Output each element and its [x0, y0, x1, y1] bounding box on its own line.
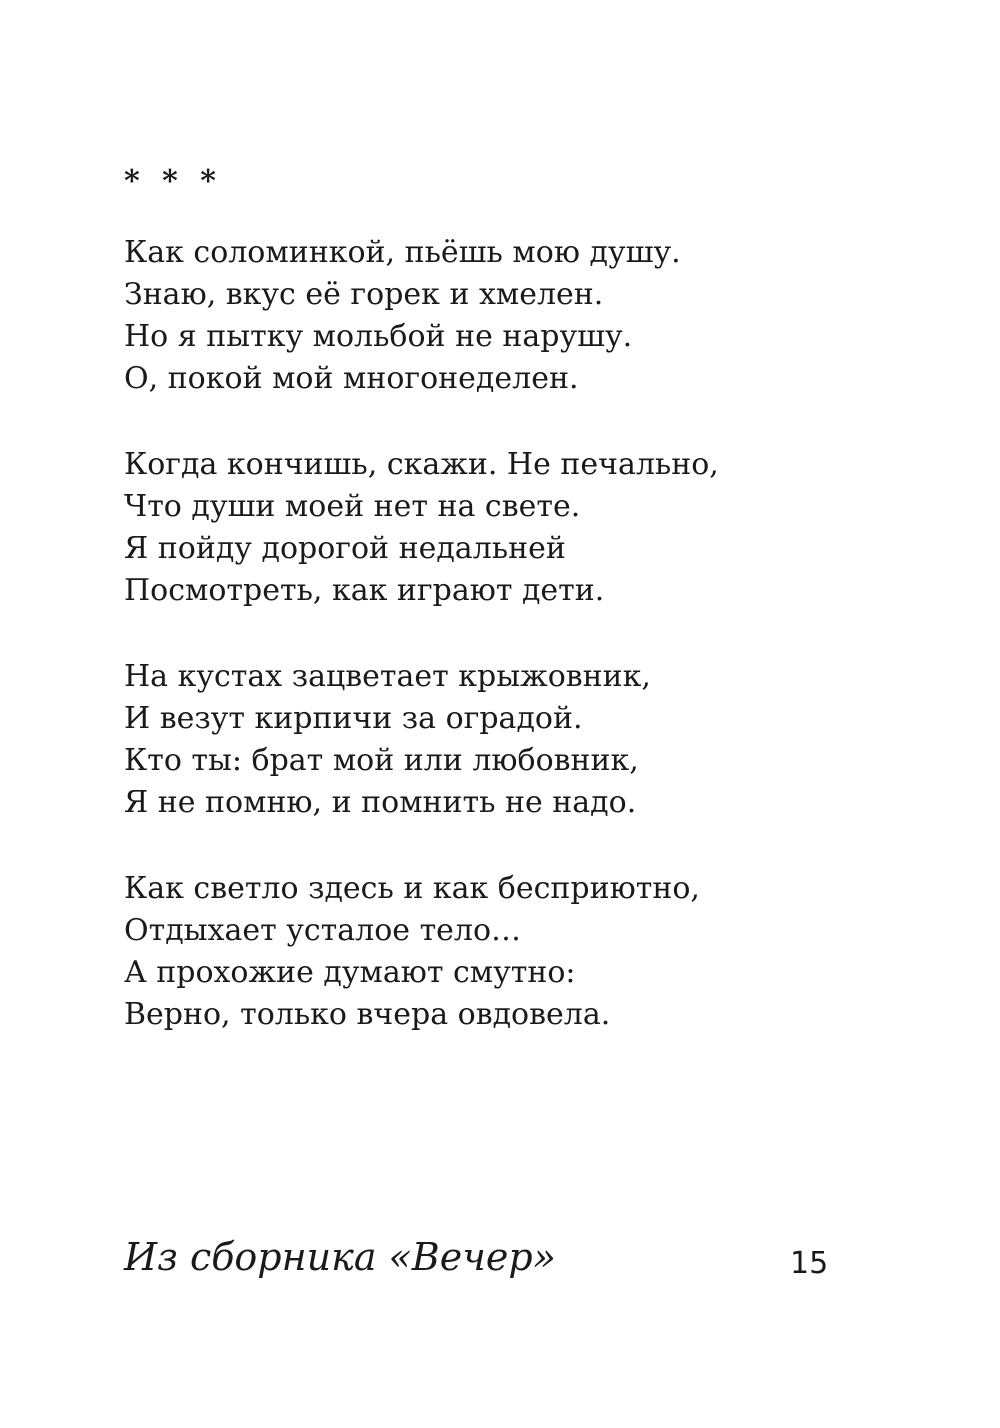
poem-line: А прохожие думают смутно: [124, 955, 576, 990]
poem-line: Как светло здесь и как бесприютно, [124, 871, 700, 906]
poem-line: Кто ты: брат мой или любовник, [124, 743, 639, 778]
collection-title: Из сборника «Вечер» [124, 1235, 556, 1279]
poem-heading: * * * [124, 164, 222, 199]
poem-line: Верно, только вчера овдовела. [124, 997, 611, 1032]
poem-line: Я пойду дорогой недальней [124, 531, 566, 566]
page-number: 15 [790, 1246, 829, 1281]
poem-line: И везут кирпичи за оградой. [124, 701, 583, 736]
poem-line: Как соломинкой, пьёшь мою душу. [124, 235, 681, 270]
stanza-4 [124, 868, 884, 1036]
poem-line: Когда кончишь, скажи. Не печально, [124, 447, 719, 482]
poem-line: Знаю, вкус её горек и хмелен. [124, 277, 604, 312]
poem-line: Я не помню, и помнить не надо. [124, 785, 637, 820]
poem-line: На кустах зацветает крыжовник, [124, 659, 651, 694]
poem-line: О, покой мой многонеделен. [124, 361, 579, 396]
poem-line: Что души моей нет на свете. [124, 489, 581, 524]
poem-line: Посмотреть, как играют дети. [124, 573, 605, 608]
poem-line: Отдыхает усталое тело… [124, 913, 522, 948]
stanza-3 [124, 656, 884, 824]
poem-line: Но я пытку мольбой не нарушу. [124, 319, 633, 354]
poem-body [124, 232, 884, 1080]
stanza-1 [124, 232, 884, 400]
stanza-2 [124, 444, 884, 612]
